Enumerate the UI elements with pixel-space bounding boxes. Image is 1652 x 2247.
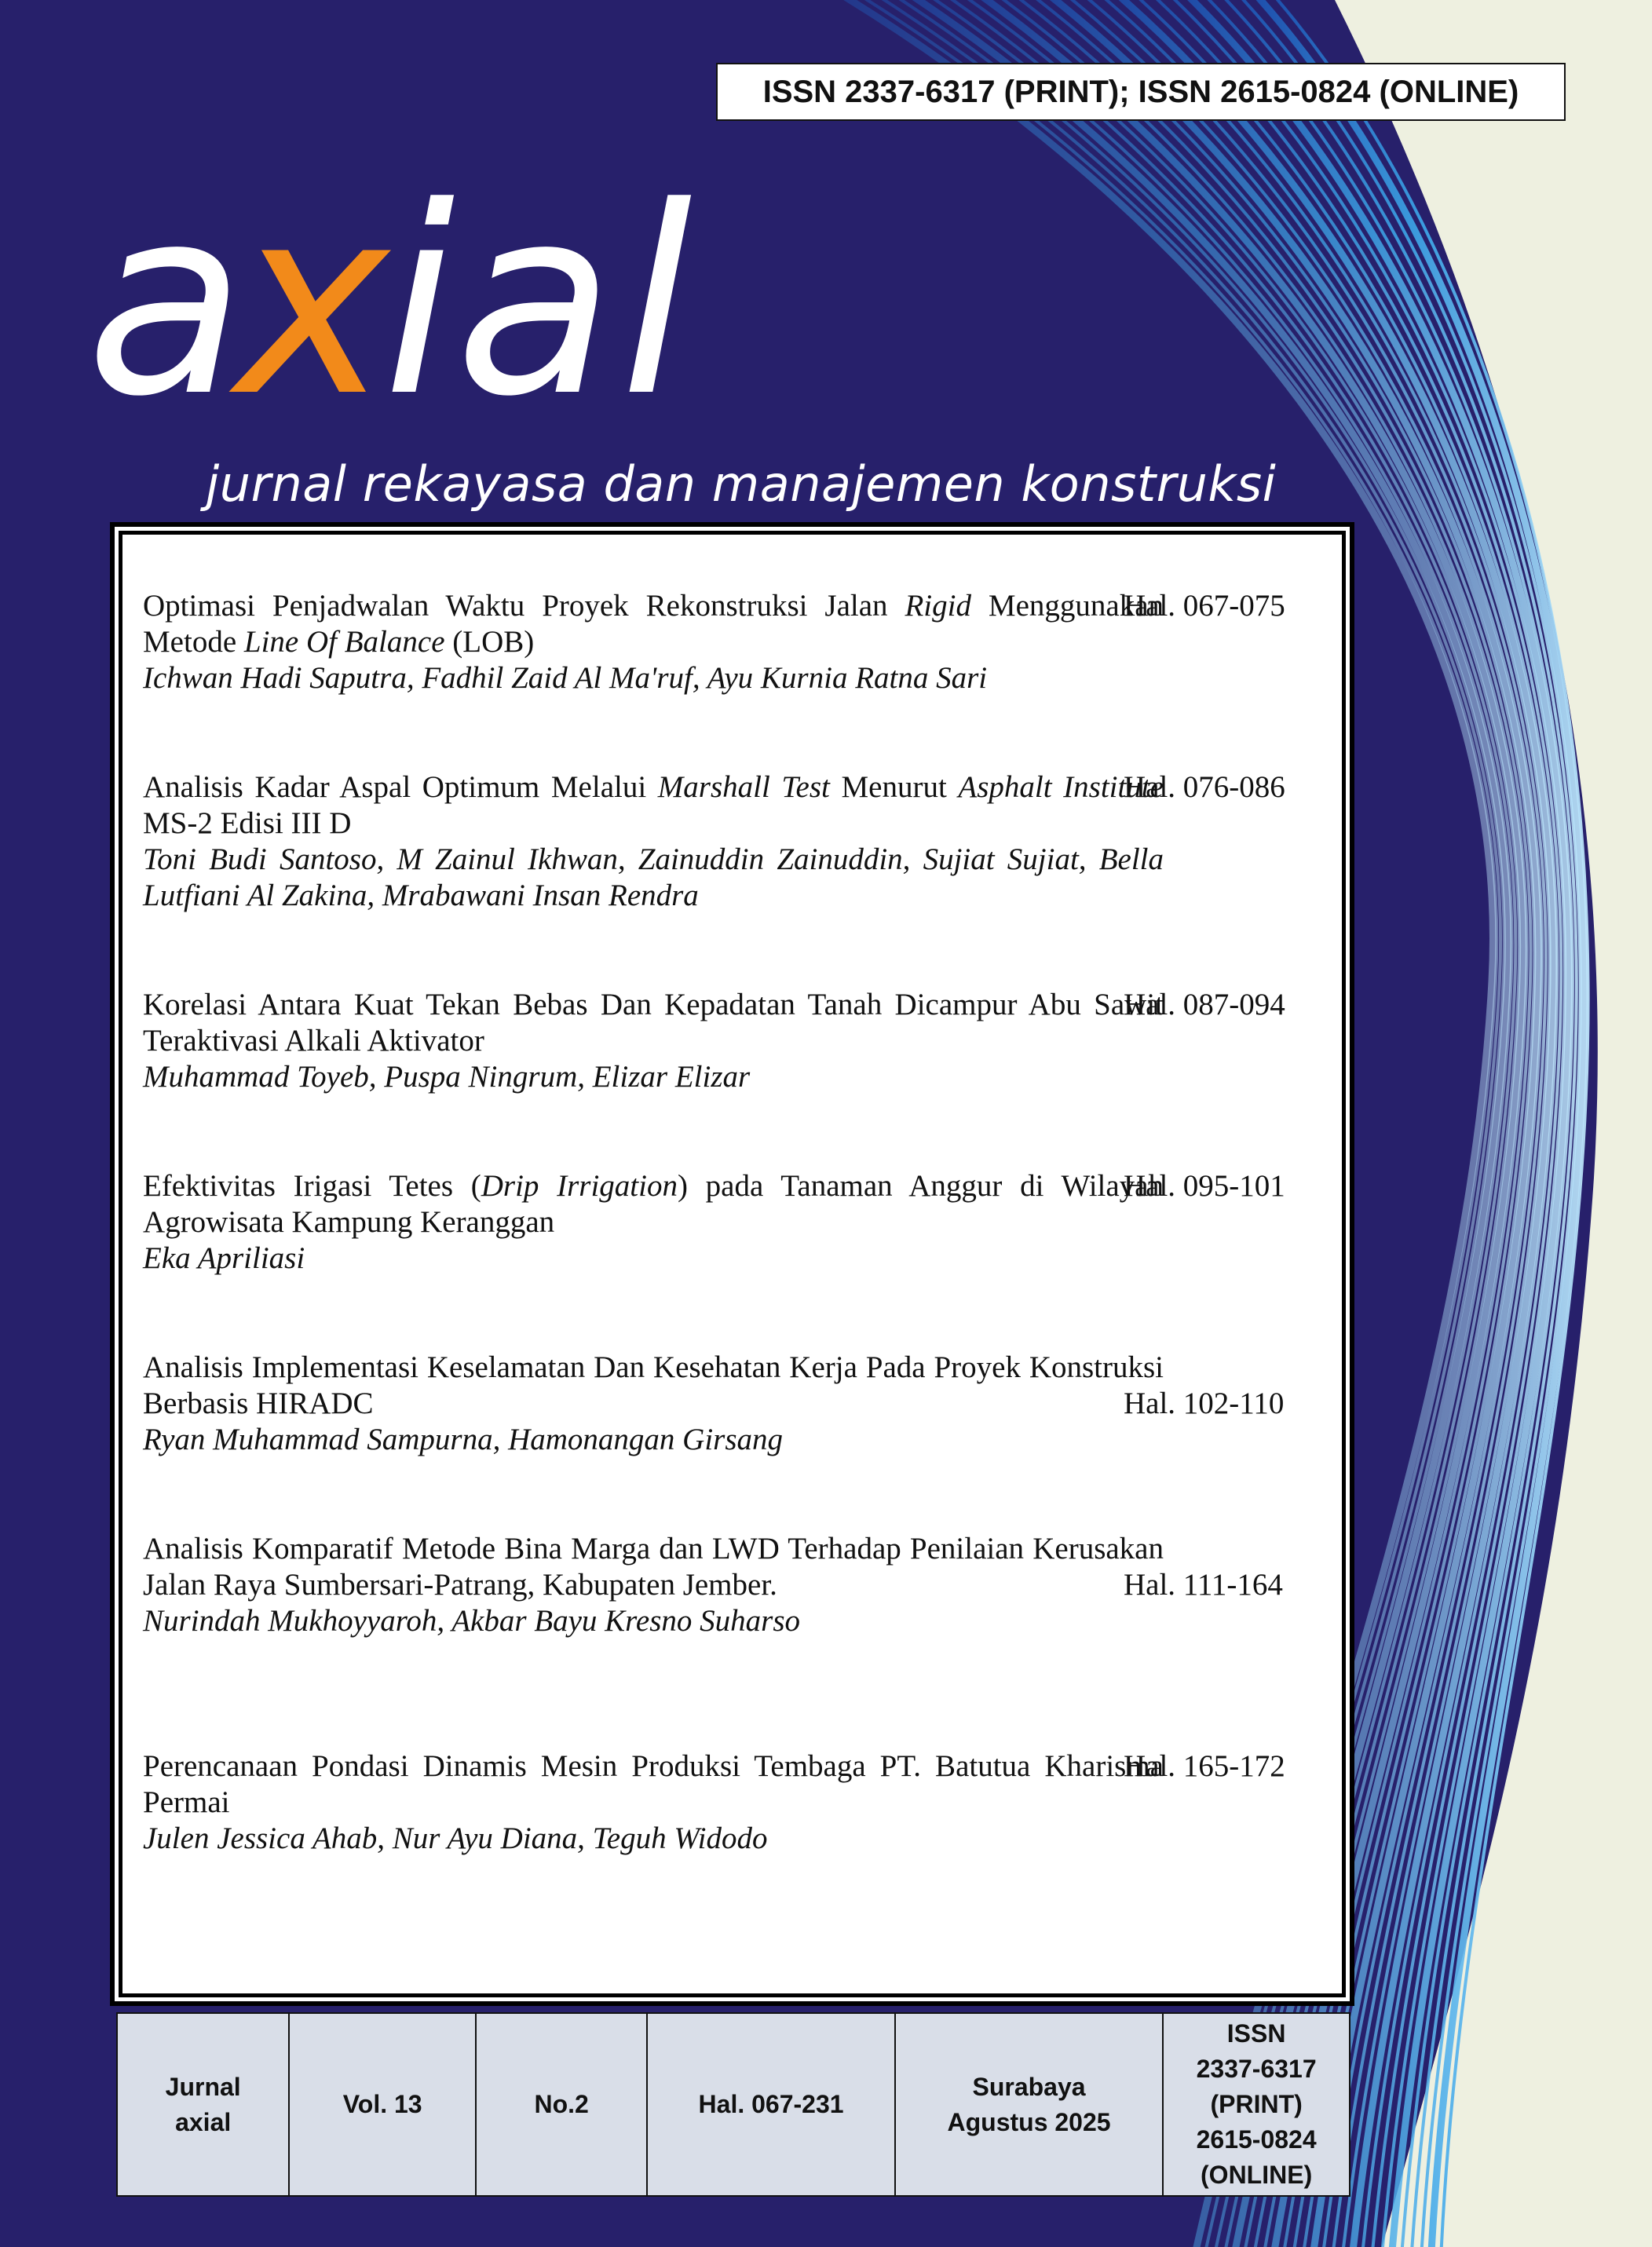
volume-cell: Vol. 13: [289, 2013, 476, 2196]
article-2[interactable]: [143, 769, 1164, 914]
article-pages: Hal. 067-075: [1124, 589, 1285, 623]
article-4[interactable]: [143, 1168, 1164, 1277]
article-6[interactable]: [143, 1531, 1164, 1639]
issn-cell: ISSN 2337-6317 (PRINT) 2615-0824 (ONLINE): [1163, 2013, 1350, 2196]
article-title: Efektivitas Irigasi Tetes (Drip Irrigation) pada Tanaman Anggur di Wilayah Agrowisata Kampung Keranggan: [143, 1169, 1164, 1239]
article-authors: Eka Apriliasi: [143, 1241, 305, 1275]
logo-letter-a: a: [86, 152, 238, 453]
journal-tagline: jurnal rekayasa dan manajemen konstruksi: [206, 455, 1277, 513]
article-authors: Nurindah Mukhoyyaroh, Akbar Bayu Kresno Suharso: [143, 1604, 800, 1638]
article-authors: Ryan Muhammad Sampurna, Hamonangan Girsang: [143, 1423, 784, 1456]
article-title: Analisis Kadar Aspal Optimum Melalui Marshall Test Menurut Asphalt Institute MS-2 Edisi III D: [143, 770, 1164, 840]
logo-letter-x: x: [236, 152, 382, 453]
article-pages: Hal. 095-101: [1124, 1169, 1285, 1203]
article-1[interactable]: [143, 588, 1164, 696]
article-title: Analisis Implementasi Keselamatan Dan Kesehatan Kerja Pada Proyek Konstruksi Berbasis HIRADC: [143, 1350, 1164, 1420]
article-title: Optimasi Penjadwalan Waktu Proyek Rekonstruksi Jalan Rigid Menggunakan Metode Line Of Balance (LOB): [143, 589, 1164, 659]
number-cell: No.2: [476, 2013, 647, 2196]
article-pages: Hal. 111-164: [1124, 1568, 1283, 1602]
article-3[interactable]: [143, 987, 1164, 1095]
table-of-contents: [110, 522, 1354, 2006]
place-date-cell: Surabaya Agustus 2025: [895, 2013, 1163, 2196]
logo-letter-l: l: [620, 152, 685, 453]
journal-info-table: [116, 2012, 1350, 2197]
article-pages: Hal. 087-094: [1124, 988, 1285, 1021]
article-7[interactable]: [143, 1748, 1164, 1857]
logo-letter-a2: a: [455, 152, 607, 453]
article-authors: Julen Jessica Ahab, Nur Ayu Diana, Teguh Widodo: [143, 1821, 768, 1855]
journal-name-cell: Jurnal axial: [117, 2013, 289, 2196]
article-title: Perencanaan Pondasi Dinamis Mesin Produksi Tembaga PT. Batutua Kharisma Permai: [143, 1749, 1164, 1819]
pages-cell: Hal. 067-231: [647, 2013, 895, 2196]
article-pages: Hal. 076-086: [1124, 770, 1285, 804]
article-5[interactable]: [143, 1350, 1164, 1458]
article-title: Korelasi Antara Kuat Tekan Bebas Dan Kepadatan Tanah Dicampur Abu Sawit Teraktivasi Alkali Aktivator: [143, 988, 1164, 1058]
article-pages: Hal. 165-172: [1124, 1749, 1285, 1783]
article-authors: Toni Budi Santoso, M Zainul Ikhwan, Zainuddin Zainuddin, Sujiat Sujiat, Bella Lutfiani Al Zakina, Mrabawani Insan Rendra: [143, 842, 1164, 912]
article-authors: Muhammad Toyeb, Puspa Ningrum, Elizar Elizar: [143, 1060, 751, 1094]
logo-letter-i: i: [383, 152, 448, 453]
article-authors: Ichwan Hadi Saputra, Fadhil Zaid Al Ma'ruf, Ayu Kurnia Ratna Sari: [143, 661, 988, 695]
journal-logo: [86, 152, 832, 453]
article-pages: Hal. 102-110: [1124, 1387, 1285, 1420]
issn-banner: ISSN 2337-6317 (PRINT); ISSN 2615-0824 (ONLINE): [716, 63, 1566, 121]
article-title: Analisis Komparatif Metode Bina Marga dan LWD Terhadap Penilaian Kerusakan Jalan Raya Sumbersari-Patrang, Kabupaten Jember.: [143, 1532, 1164, 1602]
